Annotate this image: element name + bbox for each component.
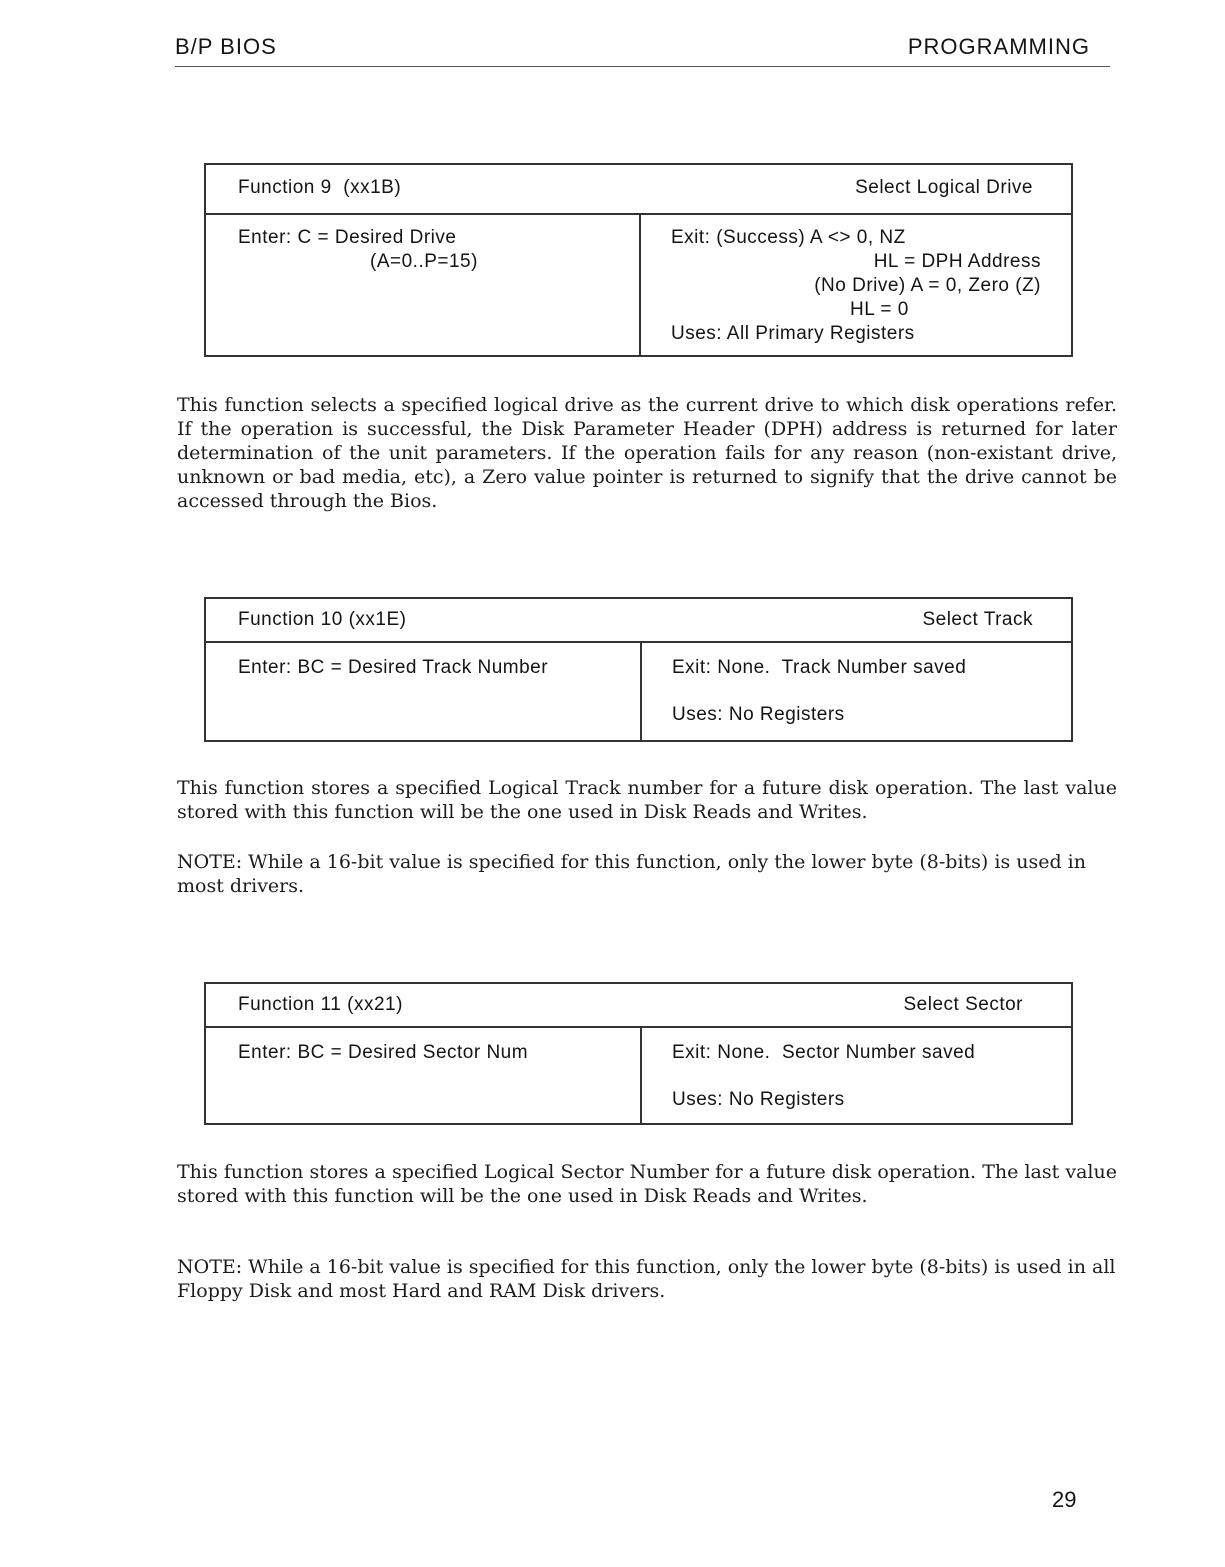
function-10-title: Function 10 (xx1E): [238, 609, 407, 630]
function-9-name: Select Logical Drive: [855, 177, 1033, 198]
function-10-titlebar: [206, 599, 1071, 643]
function-9-enter: Enter: C = Desired Drive: [238, 227, 457, 248]
function-9-title: Function 9 (xx1B): [238, 177, 402, 198]
page-header: [175, 34, 1110, 67]
function-9-exit-hl-zero: HL = 0: [850, 299, 909, 320]
header-title: B/P BIOS: [175, 34, 277, 59]
function-9-exit-success: Exit: (Success) A <> 0, NZ: [671, 227, 906, 248]
function-11-description: This function stores a specified Logical Sector Number for a future disk operation. The last value stored with this function will be the one used in Disk Reads and Writes.: [177, 1161, 1117, 1207]
function-10-name: Select Track: [922, 609, 1033, 630]
function-10-exit: Exit: None. Track Number saved: [672, 657, 967, 678]
page-number: 29: [1052, 1487, 1077, 1512]
function-11-name: Select Sector: [903, 994, 1023, 1015]
function-11-enter: Enter: BC = Desired Sector Num: [238, 1042, 529, 1063]
function-10-enter: Enter: BC = Desired Track Number: [238, 657, 549, 678]
function-9-exit-nodrive: (No Drive) A = 0, Zero (Z): [814, 275, 1041, 296]
function-9-box: [204, 163, 1073, 357]
function-11-title: Function 11 (xx21): [238, 994, 403, 1015]
function-9-titlebar: [206, 165, 1071, 215]
function-9-enter-range: (A=0..P=15): [370, 251, 478, 272]
function-10-box: [204, 597, 1073, 742]
function-10-divider: [640, 641, 642, 740]
function-11-uses: Uses: No Registers: [672, 1089, 845, 1110]
function-9-uses: Uses: All Primary Registers: [671, 323, 915, 344]
function-11-titlebar: [206, 984, 1071, 1028]
function-10-note: NOTE: While a 16-bit value is specified for this function, only the lower byte (8-bits) is used in most drivers.: [177, 851, 1086, 897]
function-11-note: NOTE: While a 16-bit value is specified for this function, only the lower byte (8-bits) is used in all Floppy Disk and most Hard and RAM Disk drivers.: [177, 1256, 1116, 1302]
function-9-description: This function selects a specified logical drive as the current drive to which disk operations refer. If the operation is successful, the Disk Parameter Header (DPH) address is returned for later determination of the unit parameters. If the operation fails for any reason (non-existant drive, unknown or bad media, etc), a Zero value pointer is returned to signify that the drive cannot be accessed through the Bios.: [177, 394, 1117, 512]
function-10-description: This function stores a specified Logical Track number for a future disk operation. The last value stored with this function will be the one used in Disk Reads and Writes.: [177, 777, 1117, 823]
function-11-exit: Exit: None. Sector Number saved: [672, 1042, 976, 1063]
function-9-exit-hl: HL = DPH Address: [873, 251, 1041, 272]
header-section: PROGRAMMING: [907, 34, 1090, 59]
function-11-box: [204, 982, 1073, 1125]
function-11-divider: [640, 1026, 642, 1123]
function-9-divider: [639, 213, 641, 355]
function-10-uses: Uses: No Registers: [672, 704, 845, 725]
